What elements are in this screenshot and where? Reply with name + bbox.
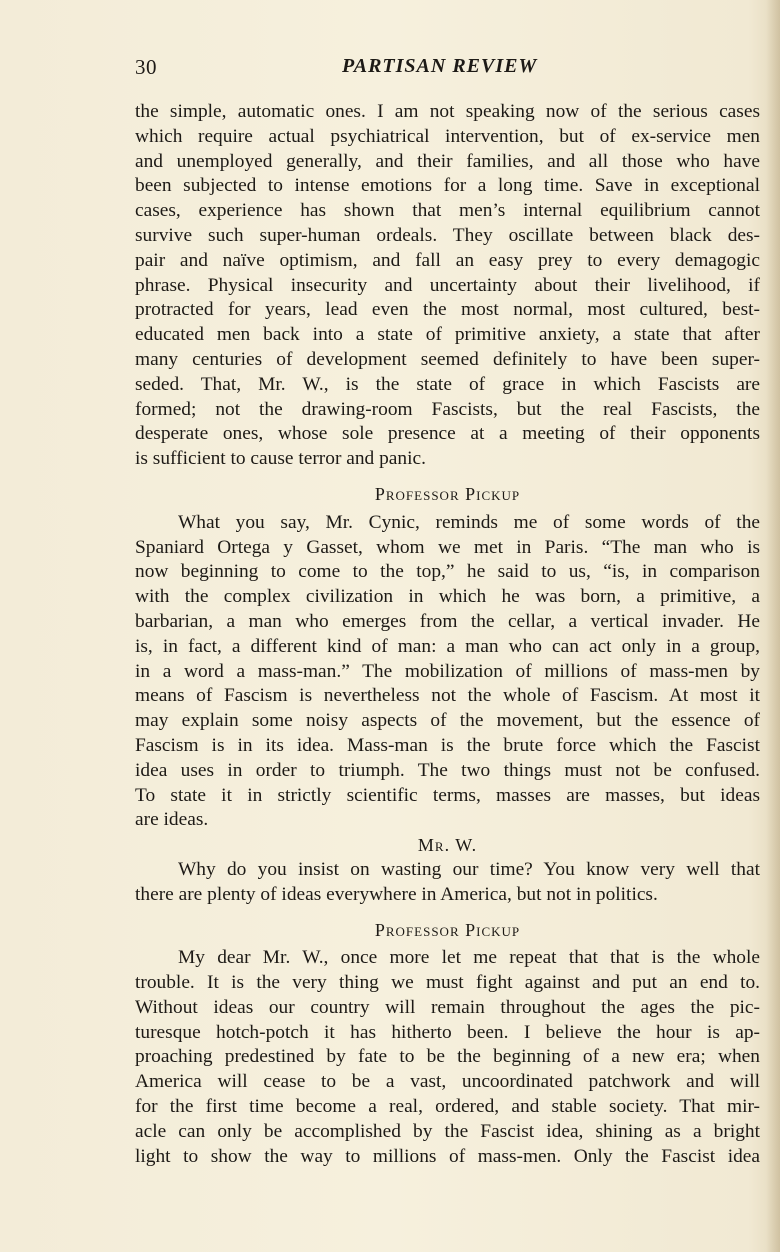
- text-line: acle can only be accomplished by the Fascist idea, shining as a bright: [135, 1120, 760, 1142]
- speaker-heading: Mr. W.: [417, 835, 478, 856]
- text-line: there are plenty of ideas everywhere in America, but not in politics.: [135, 883, 658, 905]
- text-line: with the complex civilization in which he was born, a primitive, a: [135, 586, 760, 608]
- text-line: survive such super-human ordeals. They oscillate between black des-: [135, 224, 760, 246]
- text-line: proaching predestined by fate to be the beginning of a new era; when: [135, 1046, 760, 1068]
- text-line: is, in fact, a different kind of man: a man who can act only in a group,: [135, 635, 760, 657]
- text-line: the simple, automatic ones. I am not speaking now of the serious cases: [135, 101, 760, 122]
- speaker-heading: Professor Pickup: [374, 483, 521, 504]
- text-line: Why do you insist on wasting our time? You know very well that: [178, 858, 760, 880]
- text-line: now beginning to come to the top,” he said to us, “is, in comparison: [135, 561, 760, 583]
- text-line: formed; not the drawing-room Fascists, but the real Fascists, the: [135, 398, 760, 420]
- text-line: desperate ones, whose sole presence at a meeting of their opponents: [135, 423, 760, 445]
- page-body: [135, 100, 760, 1169]
- text-line: pair and naïve optimism, and fall an easy prey to every demagogic: [135, 249, 760, 271]
- text-line: turesque hotch-potch it has hitherto been. I believe the hour is ap-: [135, 1021, 760, 1043]
- text-line: My dear Mr. W., once more let me repeat that that is the whole: [178, 947, 760, 969]
- text-line: educated men back into a state of primitive anxiety, a state that after: [135, 324, 760, 346]
- text-line: cases, experience has shown that men’s internal equilibrium cannot: [135, 200, 760, 222]
- text-line: in a word a mass-man.” The mobilization of millions of mass-men by: [135, 660, 760, 682]
- text-line: protracted for years, lead even the most normal, most cultured, best-: [135, 299, 760, 321]
- text-line: America will cease to be a vast, uncoordinated patchwork and will: [135, 1071, 760, 1093]
- text-line: phrase. Physical insecurity and uncertainty about their livelihood, if: [135, 274, 760, 296]
- text-line: may explain some noisy aspects of the movement, but the essence of: [135, 710, 760, 732]
- text-line: seded. That, Mr. W., is the state of grace in which Fascists are: [135, 373, 760, 395]
- text-line: light to show the way to millions of mass-men. Only the Fascist idea: [135, 1145, 760, 1167]
- paragraph: [135, 946, 760, 1169]
- text-line: and unemployed generally, and their families, and all those who have: [135, 150, 760, 172]
- journal-title: PARTISAN REVIEW: [342, 55, 538, 77]
- paragraph: [135, 858, 760, 908]
- page-number: 30: [135, 55, 157, 79]
- text-line: been subjected to intense emotions for a long time. Save in exceptional: [135, 175, 760, 197]
- page-edge-shadow: [766, 0, 780, 1252]
- text-line: Without ideas our country will remain throughout the ages the pic-: [135, 996, 760, 1018]
- paragraph: [135, 511, 760, 833]
- text-line: which require actual psychiatrical intervention, but of ex-service men: [135, 125, 760, 147]
- text-line: is sufficient to cause terror and panic.: [135, 448, 426, 470]
- text-line: many centuries of development seemed definitely to have been super-: [135, 348, 760, 370]
- text-line: Spaniard Ortega y Gasset, whom we met in Paris. “The man who is: [135, 536, 760, 558]
- text-line: are ideas.: [135, 809, 209, 831]
- text-line: means of Fascism is nevertheless not the whole of Fascism. At most it: [135, 685, 760, 707]
- text-line: for the first time become a real, ordered, and stable society. That mir-: [135, 1096, 760, 1118]
- speaker-heading: Professor Pickup: [374, 919, 521, 940]
- text-line: To state it in strictly scientific terms, masses are masses, but ideas: [135, 784, 760, 806]
- text-line: Fascism is in its idea. Mass-man is the brute force which the Fascist: [135, 734, 760, 756]
- text-line: What you say, Mr. Cynic, reminds me of some words of the: [178, 511, 760, 533]
- text-line: trouble. It is the very thing we must fight against and put an end to.: [135, 972, 760, 994]
- paragraph-continued: [135, 100, 760, 472]
- text-line: idea uses in order to triumph. The two things must not be confused.: [135, 759, 760, 781]
- text-line: barbarian, a man who emerges from the cellar, a vertical invader. He: [135, 610, 760, 632]
- running-head: [135, 55, 760, 85]
